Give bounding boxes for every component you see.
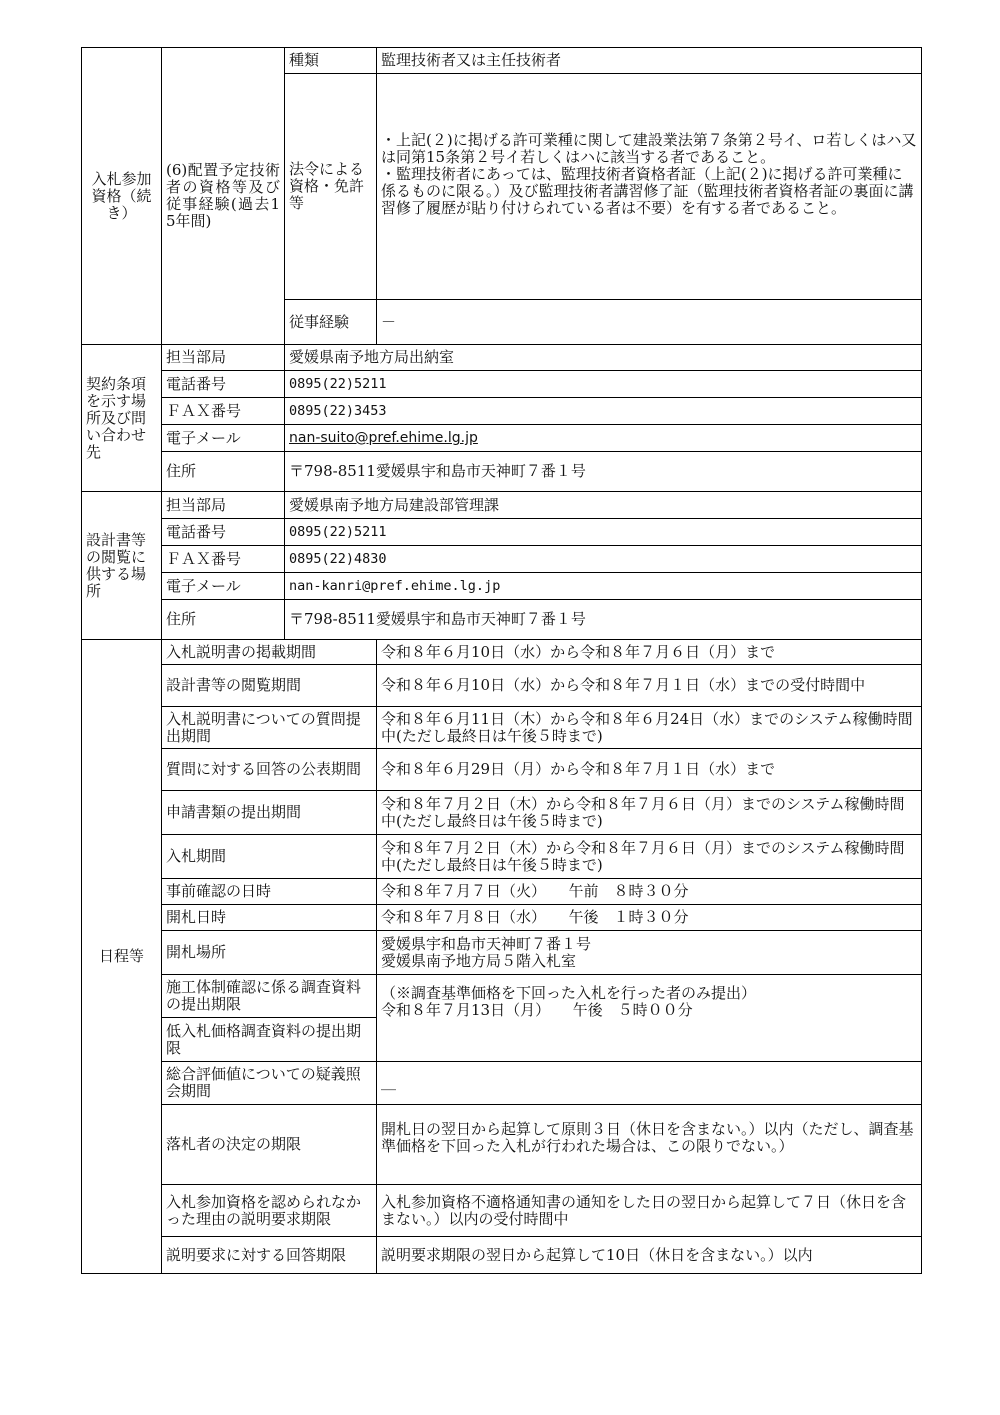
- design-value: 0895(22)4830: [285, 546, 922, 573]
- contact-value: 愛媛県南予地方局出納室: [285, 345, 922, 371]
- schedule-label: 申請書類の提出期間: [162, 791, 377, 835]
- design-value: 0895(22)5211: [285, 519, 922, 546]
- design-label: 担当部局: [162, 492, 285, 519]
- document-sheet: [81, 47, 921, 1274]
- schedule-value: 令和８年６月10日（水）から令和８年７月６日（月）まで: [377, 640, 922, 665]
- qual-row-label: 従事経験: [285, 300, 377, 345]
- schedule-label: 低入札価格調査資料の提出期限: [162, 1018, 377, 1062]
- schedule-label: 開札場所: [162, 931, 377, 975]
- venue-line: 愛媛県宇和島市天神町７番１号: [381, 934, 592, 953]
- contract-contact-category: 契約条項を示す場所及び問い合わせ先: [82, 345, 162, 492]
- venue-line: 愛媛県南予地方局５階入札室: [381, 951, 577, 970]
- schedule-value: [377, 931, 922, 975]
- schedule-label: 質問に対する回答の公表期間: [162, 749, 377, 791]
- schedule-label: 入札説明書の掲載期間: [162, 640, 377, 665]
- schedule-label: 説明要求に対する回答期限: [162, 1237, 377, 1274]
- technician-qualification-item: (6)配置予定技術者の資格等及び従事経験(過去15年間): [162, 48, 285, 345]
- schedule-value: 説明要求期限の翌日から起算して10日（休日を含まない。）以内: [377, 1237, 922, 1274]
- contact-label: 担当部局: [162, 345, 285, 371]
- design-label: 電話番号: [162, 519, 285, 546]
- design-label: ＦＡＸ番号: [162, 546, 285, 573]
- qual-line: ・上記(２)に掲げる許可業種に関して建設業法第７条第２号イ、ロ若しくはハ又は同第15条第２号イ若しくはハに該当する者であること。: [381, 131, 917, 166]
- schedule-label: 総合評価値についての疑義照会期間: [162, 1062, 377, 1105]
- qual-row-label: 種類: [285, 48, 377, 74]
- schedule-label: 入札期間: [162, 835, 377, 879]
- design-label: 電子メール: [162, 573, 285, 600]
- contact-label: 電子メール: [162, 425, 285, 452]
- schedule-label: 設計書等の閲覧期間: [162, 665, 377, 707]
- qualification-category: 入札参加資格（続き）: [82, 48, 162, 345]
- qual-row-value: －: [377, 300, 922, 345]
- design-value: 〒798-8511愛媛県宇和島市天神町７番１号: [285, 600, 922, 640]
- design-email: nan-kanri@pref.ehime.lg.jp: [285, 573, 922, 600]
- bid-info-table: [81, 47, 922, 1274]
- schedule-value: 令和８年６月29日（月）から令和８年７月１日（水）まで: [377, 749, 922, 791]
- schedule-label: 入札参加資格を認められなかった理由の説明要求期限: [162, 1185, 377, 1237]
- schedule-value: 令和８年７月７日（火） 午前 ８時３０分: [377, 879, 922, 905]
- contact-value: 〒798-8511愛媛県宇和島市天神町７番１号: [285, 452, 922, 492]
- survey-deadline-note: （※調査基準価格を下回った入札を行った者のみ提出）: [381, 983, 757, 1002]
- schedule-value: 開札日の翌日から起算して原則３日（休日を含まない。）以内（ただし、調査基準価格を下回った入札が行われた場合は、この限りでない。）: [377, 1105, 922, 1185]
- schedule-value: 令和８年６月10日（水）から令和８年７月１日（水）までの受付時間中: [377, 665, 922, 707]
- design-label: 住所: [162, 600, 285, 640]
- schedule-value: 令和８年７月２日（木）から令和８年７月６日（月）までのシステム稼働時間中(ただし最終日は午後５時まで): [377, 791, 922, 835]
- design-value: 愛媛県南予地方局建設部管理課: [285, 492, 922, 519]
- contact-label: 住所: [162, 452, 285, 492]
- contact-email-link[interactable]: nan-suito@pref.ehime.lg.jp: [289, 430, 478, 446]
- qual-line: ・監理技術者にあっては、監理技術者資格者証（上記(２)に掲げる許可業種に係るものに限る。）及び監理技術者講習修了証（監理技術者資格者証の裏面に講習修了履歴が貼り付けられている者は不要）を有する者であること。: [381, 165, 914, 217]
- qual-row-label: 法令による資格・免許等: [285, 74, 377, 300]
- qual-row-value: [377, 74, 922, 300]
- schedule-value: 令和８年７月２日（木）から令和８年７月６日（月）までのシステム稼働時間中(ただし最終日は午後５時まで): [377, 835, 922, 879]
- schedule-label: 開札日時: [162, 905, 377, 931]
- contact-value: 0895(22)3453: [285, 398, 922, 425]
- contact-email-cell: [285, 425, 922, 452]
- schedule-label: 施工体制確認に係る調査資料の提出期限: [162, 975, 377, 1018]
- schedule-value: ＿: [377, 1062, 922, 1105]
- survey-deadline-value: [377, 975, 922, 1062]
- survey-deadline-date: 令和８年７月13日（月） 午後 ５時００分: [381, 1000, 693, 1019]
- schedule-label: 事前確認の日時: [162, 879, 377, 905]
- schedule-value: 令和８年７月８日（水） 午後 １時３０分: [377, 905, 922, 931]
- schedule-label: 落札者の決定の期限: [162, 1105, 377, 1185]
- schedule-category: 日程等: [82, 640, 162, 1274]
- schedule-value: 入札参加資格不適格通知書の通知をした日の翌日から起算して７日（休日を含まない。）以内の受付時間中: [377, 1185, 922, 1237]
- contact-value: 0895(22)5211: [285, 371, 922, 398]
- schedule-label: 入札説明書についての質問提出期間: [162, 707, 377, 749]
- contact-label: ＦＡＸ番号: [162, 398, 285, 425]
- schedule-value: 令和８年６月11日（木）から令和８年６月24日（水）までのシステム稼働時間中(ただし最終日は午後５時まで): [377, 707, 922, 749]
- design-docs-category: 設計書等の閲覧に供する場所: [82, 492, 162, 640]
- qual-row-value: 監理技術者又は主任技術者: [377, 48, 922, 74]
- contact-label: 電話番号: [162, 371, 285, 398]
